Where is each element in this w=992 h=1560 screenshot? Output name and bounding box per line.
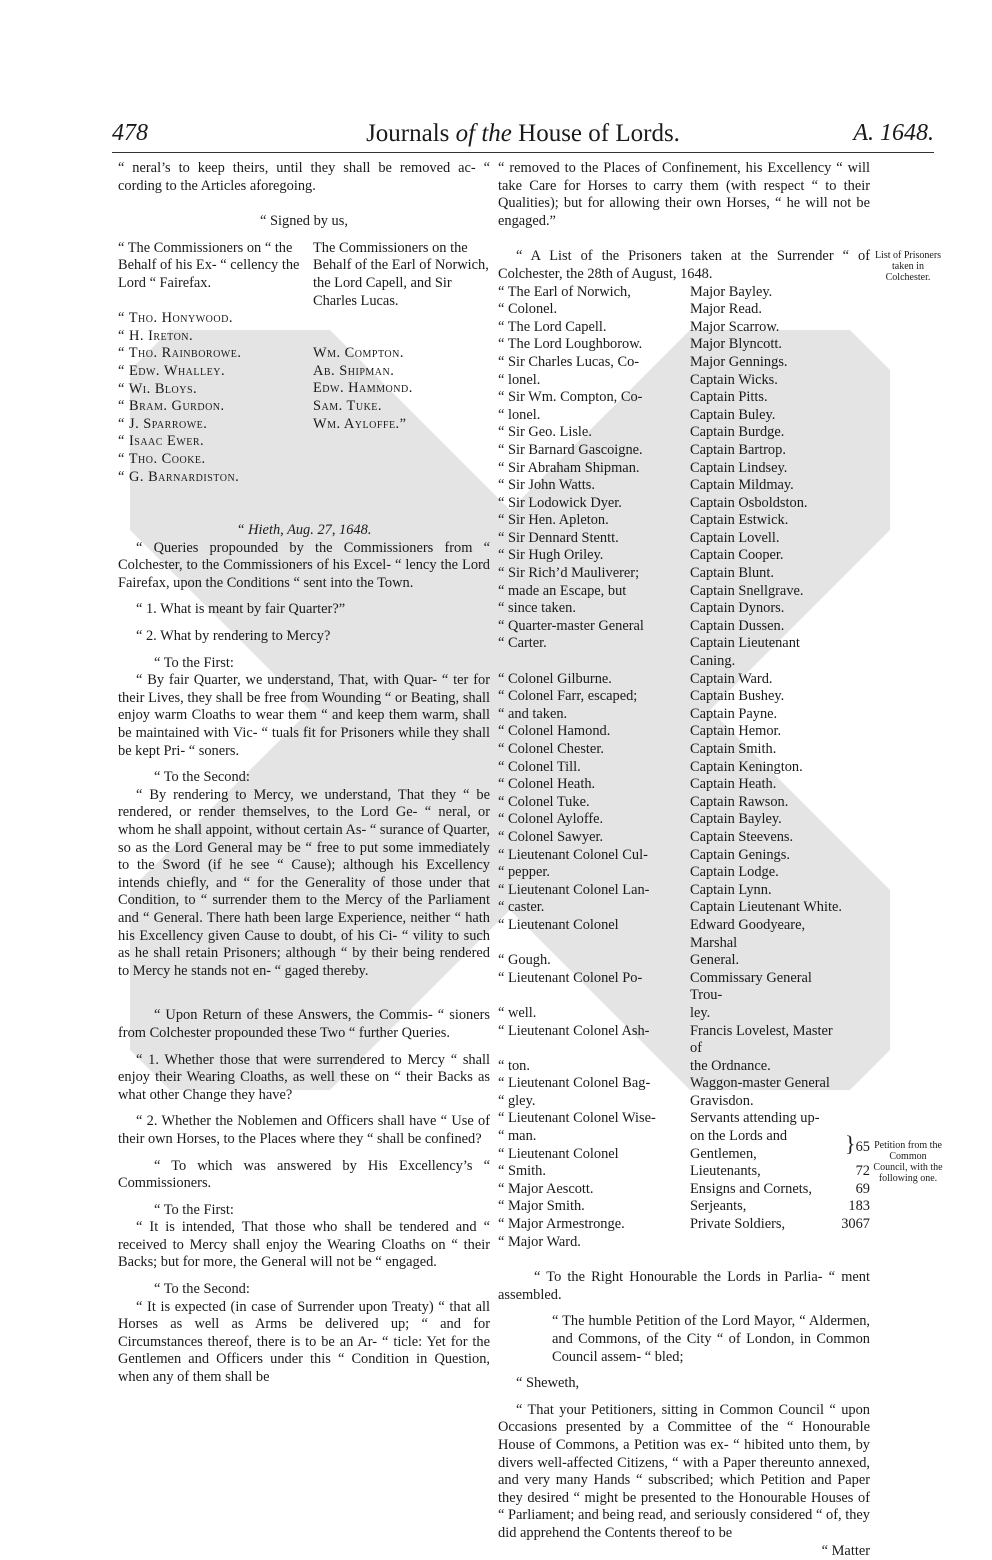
prisoner-list xyxy=(498,284,870,1164)
prisoner-left: “ lonel. xyxy=(498,406,541,423)
table-row xyxy=(498,618,870,636)
prisoner-left: “ Colonel Sawyer. xyxy=(498,828,604,845)
table-row xyxy=(498,811,870,829)
total-row: Serjeants, 183 xyxy=(690,1198,870,1215)
signatory: “ Wi. Bloys. xyxy=(118,380,198,397)
paragraph: “ By fair Quarter, we understand, That, with Quar- “ ter for their Lives, they shall be free from Wounding “ or Beating, shall enjoy warm Cloaths to wear them “ and keep them warm, shall be maintained with Vic- “ tuals fit for Prisoners while they shall be kept Pri- “ soners. xyxy=(118,672,490,759)
table-row xyxy=(498,495,870,513)
prisoner-right: Captain Osboldston. xyxy=(690,494,808,511)
table-row xyxy=(498,565,870,583)
prisoner-right: on the Lords and xyxy=(690,1128,788,1145)
table-row xyxy=(498,1093,870,1111)
prisoner-right: Captain Lindsey. xyxy=(690,459,788,476)
prisoner-right: Captain Kenington. xyxy=(690,758,803,775)
prisoner-left: “ Lieutenant Colonel xyxy=(498,1145,619,1162)
signatory: Sam. Tuke. xyxy=(313,397,382,414)
table-row xyxy=(498,284,870,302)
page-number: 478 xyxy=(112,120,148,146)
table-row xyxy=(498,899,870,917)
prisoner-right: Captain Lieutenant Caning. xyxy=(690,635,800,670)
prisoner-left: “ pepper. xyxy=(498,864,550,881)
prisoner-left: “ Lieutenant Colonel Po- xyxy=(498,969,643,986)
signatory: “ H. Ireton. xyxy=(118,327,194,344)
total-row: Ensigns and Cornets, 69 xyxy=(690,1180,870,1197)
paragraph: “ It is expected (in case of Surrender upon Treaty) “ that all Horses as well as Arms be delivered up; “ and for Circumstances thereof, there is to be an Ar- “ ticle: Yet for the Gentlemen and Officers under this “ Condition in Question, when any of them shall be xyxy=(118,1298,490,1386)
table-row xyxy=(498,1058,870,1076)
paragraph: “ 1. What is meant by fair Quarter?” xyxy=(136,601,346,618)
prisoner-left: “ since taken. xyxy=(498,600,576,617)
list-item: “ Smith. xyxy=(498,1163,546,1180)
prisoner-left: “ Sir Abraham Shipman. xyxy=(498,459,640,476)
prisoner-left: “ Colonel Heath. xyxy=(498,776,596,793)
table-row xyxy=(498,706,870,724)
prisoner-right: Captain Smith. xyxy=(690,741,777,757)
table-row xyxy=(498,741,870,759)
paragraph: “ 2. What by rendering to Mercy? xyxy=(136,628,331,645)
prisoner-left: “ Colonel. xyxy=(498,301,558,318)
commissioners-right: The Commissioners on the Behalf of the Earl of Norwich, the Lord Capell, and Sir Charles Lucas. xyxy=(313,239,489,309)
prisoner-right: Captain Lodge. xyxy=(690,864,779,881)
prisoner-left: “ Sir Hen. Apleton. xyxy=(498,512,609,529)
signatory: “ G. Barnardiston. xyxy=(118,468,240,485)
list-item: “ Major Aescott. xyxy=(498,1180,594,1197)
signatory: Wm. Compton. xyxy=(313,345,404,362)
table-row xyxy=(498,864,870,882)
signatory: “ Tho. Cooke. xyxy=(118,450,206,467)
margin-note: Petition from the Common Council, with the following one. xyxy=(873,1140,943,1184)
dateline: “ Hieth, Aug. 27, 1648. xyxy=(236,522,372,539)
table-row xyxy=(498,530,870,548)
prisoner-right: Captain Heath. xyxy=(690,776,777,793)
brace: } xyxy=(845,1130,856,1156)
prisoner-left: “ The Lord Loughborow. xyxy=(498,336,643,353)
table-row xyxy=(498,1023,870,1058)
prisoner-right: Captain Lovell. xyxy=(690,529,780,546)
subheading: “ To the Second: xyxy=(154,769,250,786)
table-row xyxy=(498,759,870,777)
prisoner-right: Waggon-master General xyxy=(690,1075,830,1092)
table-row xyxy=(498,336,870,354)
address: “ To the Right Honourable the Lords in Parlia- “ ment assembled. xyxy=(498,1269,870,1303)
prisoner-totals xyxy=(498,1163,870,1251)
prisoner-left: “ Sir Rich’d Mauliverer; xyxy=(498,565,640,582)
prisoner-left: “ Lieutenant Colonel Wise- xyxy=(498,1110,656,1127)
prisoner-left: “ Lieutenant Colonel Lan- xyxy=(498,881,650,898)
prisoner-right: the Ordnance. xyxy=(690,1057,771,1074)
paragraph: “ 2. Whether the Noblemen and Officers shall have “ Use of their own Horses, to the Places where they “ shall be confined? xyxy=(118,1113,490,1147)
table-row xyxy=(498,952,870,970)
petition-title: “ The humble Petition of the Lord Mayor, “ Aldermen, and Commons, of the City “ of London, in Common Council assem- “ bled; xyxy=(552,1313,870,1365)
prisoner-left: “ Sir Lodowick Dyer. xyxy=(498,494,622,511)
prisoner-right: General. xyxy=(690,952,740,969)
prisoner-right: Francis Lovelest, Master of xyxy=(690,1022,833,1057)
total-row: Lieutenants, 72 xyxy=(690,1163,870,1180)
signatory: “ Isaac Ewer. xyxy=(118,433,205,450)
prisoner-right: Captain Bayley. xyxy=(690,811,782,828)
prisoner-right: Captain Dussen. xyxy=(690,617,785,634)
prisoner-left: “ Lieutenant Colonel Bag- xyxy=(498,1075,651,1092)
table-row xyxy=(498,776,870,794)
prisoner-right: Servants attending up- xyxy=(690,1110,820,1127)
paragraph: “ It is intended, That those who shall be tendered and “ received to Mercy shall enjoy the Wearing Cloaths on “ their Backs; but for more, the General will not be “ engaged. xyxy=(118,1219,490,1271)
prisoner-left: “ ton. xyxy=(498,1057,530,1074)
table-row xyxy=(498,424,870,442)
prisoner-right: Commissary General Trou- xyxy=(690,969,812,1004)
paragraph: “ To which was answered by His Excellency’s “ Commissioners. xyxy=(118,1157,490,1192)
table-row xyxy=(498,319,870,337)
prisoner-left: “ Lieutenant Colonel Ash- xyxy=(498,1022,650,1039)
paragraph: “ Upon Return of these Answers, the Commis- “ sioners from Colchester propounded these Two “ further Queries. xyxy=(118,1007,490,1041)
table-row xyxy=(498,442,870,460)
paragraph: “ Queries propounded by the Commissioners from “ Colchester, to the Commissioners of his Excel- “ lency the Lord Fairefax, upon the Conditions “ sent into the Town. xyxy=(118,539,490,591)
table-row xyxy=(498,354,870,372)
prisoner-right: Captain Lieutenant White. xyxy=(690,899,842,916)
prisoner-left: “ and taken. xyxy=(498,705,568,722)
prisoner-left: “ Sir Charles Lucas, Co- xyxy=(498,353,640,370)
prisoner-left: “ Sir Dennard Stentt. xyxy=(498,529,619,546)
servants-count xyxy=(845,1128,870,1163)
table-row xyxy=(498,688,870,706)
prisoner-left: “ Colonel Chester. xyxy=(498,741,604,757)
prisoner-left: “ Colonel Ayloffe. xyxy=(498,811,604,828)
prisoner-left: “ Colonel Till. xyxy=(498,758,581,775)
prisoner-right: Captain Wicks. xyxy=(690,371,778,388)
table-row xyxy=(498,1005,870,1023)
paragraph: “ By rendering to Mercy, we understand, That they “ be rendered, or render themselves, to the Lord Ge- “ neral, or whom he shall appoint, without certain As- “ surance of Quarter, so as the Lord General may be “ free to put some immediately to the Sword (if he see “ Cause); although his Excellency intends chiefly, and “ for the Generality of those under that Condition, to “ surrender them to the Mercy of the Parliament and “ General. There hath been large Experience, neither “ hath his Excellency given Cause to doubt, of his Ci- “ vility to such as he shall retain Prisoners; although “ by their being rendered to Mercy he stands not en- “ gaged thereby. xyxy=(118,786,490,979)
prisoner-left: “ made an Escape, but xyxy=(498,582,627,599)
table-row xyxy=(498,583,870,601)
prisoner-right: Captain Rawson. xyxy=(690,793,789,810)
signed-line: “ Signed by us, xyxy=(260,213,348,230)
prisoner-right: Captain Mildmay. xyxy=(690,477,794,494)
prisoner-left: “ Gough. xyxy=(498,952,551,969)
prisoner-right: Captain Dynors. xyxy=(690,600,785,617)
prisoner-right: Captain Pitts. xyxy=(690,389,768,406)
prisoner-right: Gravisdon. xyxy=(690,1092,754,1109)
prisoner-right: Gentlemen, xyxy=(690,1145,757,1162)
signatory: “ Tho. Honywood. xyxy=(118,310,233,327)
signatory: “ Tho. Rainborowe. xyxy=(118,345,242,362)
table-row xyxy=(498,635,870,670)
prisoner-right: Captain Hemor. xyxy=(690,723,782,740)
prisoner-right: ley. xyxy=(690,1004,711,1021)
table-row xyxy=(498,460,870,478)
prisoner-left: “ Colonel Gilburne. xyxy=(498,670,612,687)
prisoner-left: “ Carter. xyxy=(498,635,547,652)
prisoner-left: “ well. xyxy=(498,1004,537,1021)
table-row xyxy=(498,389,870,407)
signatory: Ab. Shipman. xyxy=(313,362,395,379)
margin-note: List of Prisoners taken in Colchester. xyxy=(874,250,942,283)
signatory: Edw. Hammond. xyxy=(313,380,413,397)
prisoner-right: Captain Estwick. xyxy=(690,512,789,529)
prisoner-left: “ Sir John Watts. xyxy=(498,477,595,494)
catchword: “ Matter xyxy=(821,1542,870,1559)
prisoner-left: “ Lieutenant Colonel xyxy=(498,916,619,933)
list-item: “ Major Armestronge. xyxy=(498,1216,625,1233)
prisoner-left: “ Sir Geo. Lisle. xyxy=(498,424,592,441)
table-row xyxy=(498,829,870,847)
total-row: Private Soldiers, 3067 xyxy=(690,1216,870,1233)
prisoner-right: Captain Blunt. xyxy=(690,565,774,582)
signatory: “ Edw. Whalley. xyxy=(118,362,226,379)
prisoner-left: “ caster. xyxy=(498,899,545,916)
table-row xyxy=(498,1110,870,1128)
prisoner-left: “ gley. xyxy=(498,1092,536,1109)
paragraph: “ neral’s to keep theirs, until they shall be removed ac- “ cording to the Articles aforegoing. xyxy=(118,160,490,194)
subheading: “ To the First: xyxy=(154,654,234,671)
commissioners-left: “ The Commissioners on “ the Behalf of his Ex- “ cellency the Lord “ Fairefax. xyxy=(118,239,300,291)
table-row xyxy=(498,372,870,390)
table-row xyxy=(498,512,870,530)
table-row xyxy=(498,917,870,952)
table-row xyxy=(498,847,870,865)
paragraph: “ removed to the Places of Confinement, his Excellency “ will take Care for Horses to carry them (with respect “ to their Qualities); but for allowing their own Horses, “ he will not be engaged.” xyxy=(498,160,870,229)
header-rule xyxy=(112,152,934,153)
table-row xyxy=(498,794,870,812)
subheading: “ Sheweth, xyxy=(516,1375,580,1392)
table-row xyxy=(498,1146,870,1164)
prisoner-left: “ man. xyxy=(498,1128,537,1145)
prisoner-left: “ Lieutenant Colonel Cul- xyxy=(498,846,648,863)
table-row xyxy=(498,477,870,495)
prisoner-right: Captain Genings. xyxy=(690,846,790,863)
prisoner-left: “ Colonel Farr, escaped; xyxy=(498,688,638,705)
table-row xyxy=(498,301,870,319)
prisoner-right: Captain Bartrop. xyxy=(690,441,786,458)
signatory: “ Bram. Gurdon. xyxy=(118,398,225,415)
prisoner-left: “ Colonel Tuke. xyxy=(498,793,590,810)
prisoner-right: Captain Bushey. xyxy=(690,688,785,705)
table-row xyxy=(498,671,870,689)
signatory: “ J. Sparrowe. xyxy=(118,415,208,432)
table-row xyxy=(498,970,870,1005)
table-row xyxy=(498,1075,870,1093)
prisoner-right: Captain Payne. xyxy=(690,705,778,722)
prisoner-right: Captain Snellgrave. xyxy=(690,582,804,599)
table-row xyxy=(498,882,870,900)
prisoner-right: Major Bayley. xyxy=(690,283,773,300)
table-row xyxy=(498,600,870,618)
prisoner-right: Captain Steevens. xyxy=(690,828,794,845)
prisoner-left: “ Sir Barnard Gascoigne. xyxy=(498,441,643,458)
table-row xyxy=(498,723,870,741)
signatory: Wm. Ayloffe.” xyxy=(313,415,407,432)
list-heading: “ A List of the Prisoners taken at the Surrender “ of Colchester, the 28th of August, 1648. xyxy=(498,248,870,282)
paragraph: “ 1. Whether those that were surrendered to Mercy “ shall enjoy their Wearing Cloaths, as well these on “ their Backs as what other Change they have? xyxy=(118,1051,490,1103)
prisoner-left: “ Sir Wm. Compton, Co- xyxy=(498,389,643,406)
prisoner-right: Captain Cooper. xyxy=(690,547,784,564)
table-row xyxy=(498,547,870,565)
prisoner-right: Major Read. xyxy=(690,301,762,318)
prisoner-left: “ Colonel Hamond. xyxy=(498,723,611,740)
prisoner-right: Captain Lynn. xyxy=(690,881,772,898)
year: A. 1648. xyxy=(853,120,934,146)
prisoner-left: “ Sir Hugh Oriley. xyxy=(498,547,604,564)
signatures xyxy=(118,240,490,486)
prisoner-right: Edward Goodyeare, Marshal xyxy=(690,916,806,951)
table-row xyxy=(498,407,870,425)
prisoner-left: “ Quarter-master General xyxy=(498,617,644,634)
subheading: “ To the Second: xyxy=(154,1281,250,1298)
list-item: “ Major Smith. xyxy=(498,1198,585,1215)
prisoner-right: Captain Buley. xyxy=(690,406,776,423)
prisoner-right: Major Scarrow. xyxy=(690,318,780,335)
prisoner-left: “ lonel. xyxy=(498,371,541,388)
paragraph: “ That your Petitioners, sitting in Common Council “ upon Occasions presented by a Committee of the “ Honourable House of Commons, a Petition was ex- “ hibited unto them, by divers well-affected Citizens, “ with a Paper thereunto annexed, and very many Hands “ subscribed; which Petition and Paper they desired “ might be presented to the Honourable Houses of “ Parliament; and being read, and seriously considered “ of, they did apprehend the Contents thereof to be xyxy=(498,1401,870,1541)
prisoner-right: Major Blyncott. xyxy=(690,336,782,353)
prisoner-right: Captain Burdge. xyxy=(690,424,785,441)
list-item: “ Major Ward. xyxy=(498,1233,581,1250)
table-row xyxy=(498,1128,870,1146)
count-value: 65 xyxy=(855,1138,870,1155)
prisoner-right: Major Gennings. xyxy=(690,353,788,370)
right-column xyxy=(498,160,870,1560)
subheading: “ To the First: xyxy=(154,1201,234,1218)
left-column xyxy=(118,160,490,1387)
prisoner-right: Captain Ward. xyxy=(690,670,773,687)
prisoner-left: “ The Earl of Norwich, xyxy=(498,283,631,300)
running-title: Journals of the House of Lords. xyxy=(366,120,680,147)
prisoner-left: “ The Lord Capell. xyxy=(498,318,607,335)
